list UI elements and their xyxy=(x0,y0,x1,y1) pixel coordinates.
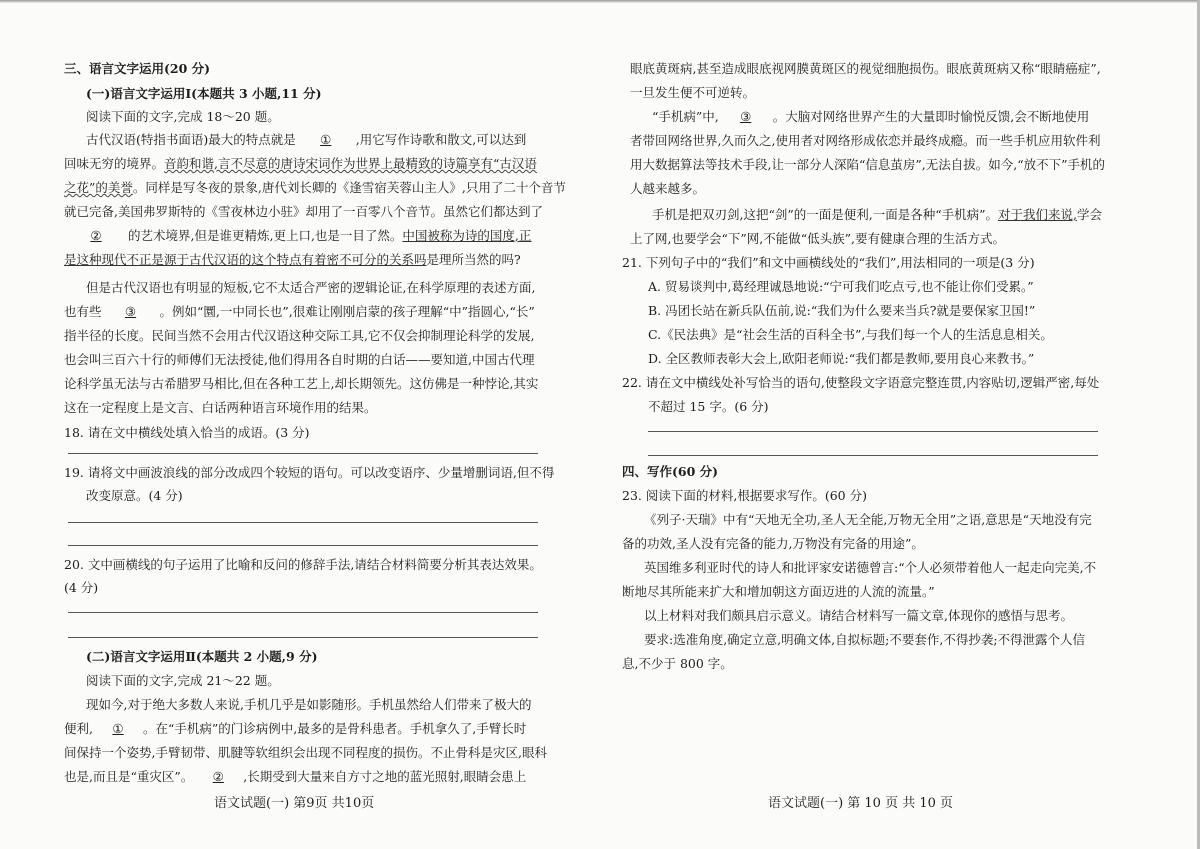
answer-line[interactable] xyxy=(68,545,538,546)
passage-line: 上了网,也要学会“下”网,不能做“低头族”,要有健康合理的生活方式。 xyxy=(630,231,1005,246)
subsection-1-intro: 阅读下面的文字,完成 18～20 题。 xyxy=(86,109,280,124)
wavy-underlined-text: 之花”的美誉 xyxy=(64,180,133,195)
passage-line: 但是古代汉语也有明显的短板,它不太适合严密的逻辑论证,在科学原理的表述方面, xyxy=(86,280,536,295)
passage-line: 这在一定程度上是文言、白话两种语言环境作用的结果。 xyxy=(64,400,377,415)
passage-line: 者带回网络世界,久而久之,使用者对网络形成依恋并最终成瘾。而一些手机应用软件利 xyxy=(630,133,1101,148)
passage-line: 便利, ① 。在“手机病”的门诊病例中,最多的是骨科患者。手机拿久了,手臂长时 xyxy=(64,721,527,736)
question-21: 21. 下列句子中的“我们”和文中画横线处的“我们”,用法相同的一项是(3 分) xyxy=(622,255,1035,270)
page-10 xyxy=(600,0,1200,849)
passage-line: 回味无穷的境界。音韵和谐,言不尽意的唐诗宋词作为世界上最精致的诗篇享有“古汉语 xyxy=(64,156,537,171)
blank-1[interactable]: ① xyxy=(320,132,332,147)
passage-line: 古代汉语(特指书面语)最大的特点就是 ① ,用它写作诗歌和散文,可以达到 xyxy=(86,132,527,147)
passage-line: 之花”的美誉。同样是写冬夜的景象,唐代刘长卿的《逢雪宿芙蓉山主人》,只用了二十个音节 xyxy=(64,180,566,195)
option-b[interactable]: B. 冯团长站在新兵队伍前,说:“我们为什么要来当兵?就是要保家卫国!” xyxy=(648,303,1036,318)
option-c[interactable]: C.《民法典》是“社会生活的百科全书”,与我们每一个人的生活息息相关。 xyxy=(648,327,1053,342)
passage-line: 就已完备,美国弗罗斯特的《雪夜林边小驻》却用了一百零八个音节。虽然它们都达到了 xyxy=(64,204,543,219)
blank-3[interactable]: ③ xyxy=(124,304,137,319)
passage-line: 人越来越多。 xyxy=(630,181,706,196)
requirements: 要求:选准角度,确定立意,明确文体,自拟标题;不要套作,不得抄袭;不得泄露个人信 xyxy=(644,632,1086,647)
passage-line: 现如今,对于绝大多数人来说,手机几乎是如影随形。手机虽然给人们带来了极大的 xyxy=(86,697,532,712)
passage-line: “手机病”中, ③ 。大脑对网络世界产生的大量即时愉悦反馈,会不断地使用 xyxy=(652,109,1090,124)
passage-line: 眼底黄斑病,甚至造成眼底视网膜黄斑区的视觉细胞损伤。眼底黄斑病又称“眼睛癌症”, xyxy=(630,61,1101,76)
page-footer: 语文试题(一) 第9页 共10页 xyxy=(214,796,375,811)
passage-line: 一旦发生便不可逆转。 xyxy=(630,85,756,100)
underlined-phrase: 对于我们来说, xyxy=(998,207,1077,222)
option-a[interactable]: A. 贸易谈判中,葛经理诚恳地说:“宁可我们吃点亏,也不能让你们受累。” xyxy=(648,279,1034,294)
answer-line[interactable] xyxy=(68,612,538,613)
passage-line: 是这种现代不正是源于古代汉语的这个特点有着密不可分的关系吗是理所当然的吗? xyxy=(64,252,521,267)
passage-line: 指半径的长度。民间当然不会用古代汉语这种交际工具,它不仅会抑制理论科学的发展, xyxy=(64,328,535,343)
blank-2[interactable]: ② xyxy=(90,228,102,243)
page-footer: 语文试题(一) 第 10 页 共 10 页 xyxy=(768,796,954,811)
answer-line[interactable] xyxy=(648,455,1098,456)
prompt-text: 以上材料对我们颇具启示意义。请结合材料写一篇文章,体现你的感悟与思考。 xyxy=(644,608,1073,623)
question-20-cont: (4 分) xyxy=(64,580,99,595)
passage-line: 用大数据算法等技术手段,让一部分人深陷“信息茧房”,无法自拔。如今,“放不下”手机的 xyxy=(630,157,1105,172)
answer-line[interactable] xyxy=(68,522,538,523)
blank-2[interactable]: ② xyxy=(212,769,224,784)
blank-3[interactable]: ③ xyxy=(740,109,752,124)
material-2: 英国维多利亚时代的诗人和批评家安诺德曾言:“个人必须带着他人一起走向完美,不 xyxy=(644,560,1097,575)
material-1-cont: 备的功效,圣人没有完备的能力,万物没有完备的用途”。 xyxy=(622,536,924,551)
question-19-cont: 改变原意。(4 分) xyxy=(86,488,183,503)
answer-line[interactable] xyxy=(648,431,1098,432)
subsection-1-title: (一)语言文字运用Ⅰ(本题共 3 小题,11 分) xyxy=(86,86,322,101)
passage-line: ② 的艺术境界,但是谁更精炼,更上口,也是一目了然。中国被称为诗的国度,正 xyxy=(64,227,531,245)
option-d[interactable]: D. 全区教师表彰大会上,欧阳老师说:“我们都是教师,要用良心来教书。” xyxy=(648,351,1035,366)
answer-line[interactable] xyxy=(68,453,538,454)
question-22: 22. 请在文中横线处补写恰当的语句,使整段文字语意完整连贯,内容贴切,逻辑严密,每处 xyxy=(622,375,1100,390)
material-2-cont: 断地尽其所能来扩大和增加朝这方面迈进的人流的流量。” xyxy=(622,584,935,599)
question-22-cont: 不超过 15 字。(6 分) xyxy=(648,399,769,414)
answer-line[interactable] xyxy=(68,637,538,638)
question-18: 18. 请在文中横线处填入恰当的成语。(3 分) xyxy=(64,425,310,440)
passage-line: 也是,而且是“重灾区”。 ② ,长期受到大量来自方寸之地的蓝光照射,眼睛会患上 xyxy=(64,769,527,784)
underlined-sentence: 中国被称为诗的国度,正 xyxy=(402,228,532,243)
passage-line: 论科学虽无法与古希腊罗马相比,但在各种工艺上,却长期领先。这仿佛是一种悖论,其实 xyxy=(64,376,539,391)
question-20: 20. 文中画横线的句子运用了比喻和反问的修辞手法,请结合材料简要分析其表达效果。 xyxy=(64,557,542,572)
passage-line: 手机是把双刃剑,这把“剑”的一面是便利,一面是各种“手机病”。对于我们来说,学会 xyxy=(652,207,1103,222)
blank-1[interactable]: ① xyxy=(112,721,124,736)
section-4-title: 四、写作(60 分) xyxy=(622,464,719,479)
passage-line: 间保持一个姿势,手臂韧带、肌腱等软组织会出现不同程度的损伤。不止骨科是灾区,眼科 xyxy=(64,745,547,760)
subsection-2-title: (二)语言文字运用Ⅱ(本题共 2 小题,9 分) xyxy=(86,649,318,664)
section-3-title: 三、语言文字运用(20 分) xyxy=(64,61,211,76)
material-1: 《列子·天瑞》中有“天地无全功,圣人无全能,万物无全用”之语,意思是“天地没有完 xyxy=(644,512,1092,527)
passage-line: 也有些 ③ 。例如“圜,一中同长也”,很难让刚刚启蒙的孩子理解“中”指圆心,“长” xyxy=(64,304,535,319)
page-9 xyxy=(0,0,590,849)
requirements-cont: 息,不少于 800 字。 xyxy=(622,656,733,671)
subsection-2-intro: 阅读下面的文字,完成 21～22 题。 xyxy=(86,673,280,688)
passage-line: 也会叫三百六十行的师傅们无法授徒,他们得用各自时期的白话——要知道,中国古代理 xyxy=(64,352,535,367)
question-23: 23. 阅读下面的材料,根据要求写作。(60 分) xyxy=(622,488,867,503)
question-19: 19. 请将文中画波浪线的部分改成四个较短的语句。可以改变语序、少量增删词语,但不得 xyxy=(64,465,555,480)
wavy-underlined-text: 音韵和谐,言不尽意的唐诗宋词作为世界上最精致的诗篇享有“古汉语 xyxy=(164,156,537,171)
underlined-sentence: 是这种现代不正是源于古代汉语的这个特点有着密不可分的关系吗 xyxy=(64,252,427,267)
